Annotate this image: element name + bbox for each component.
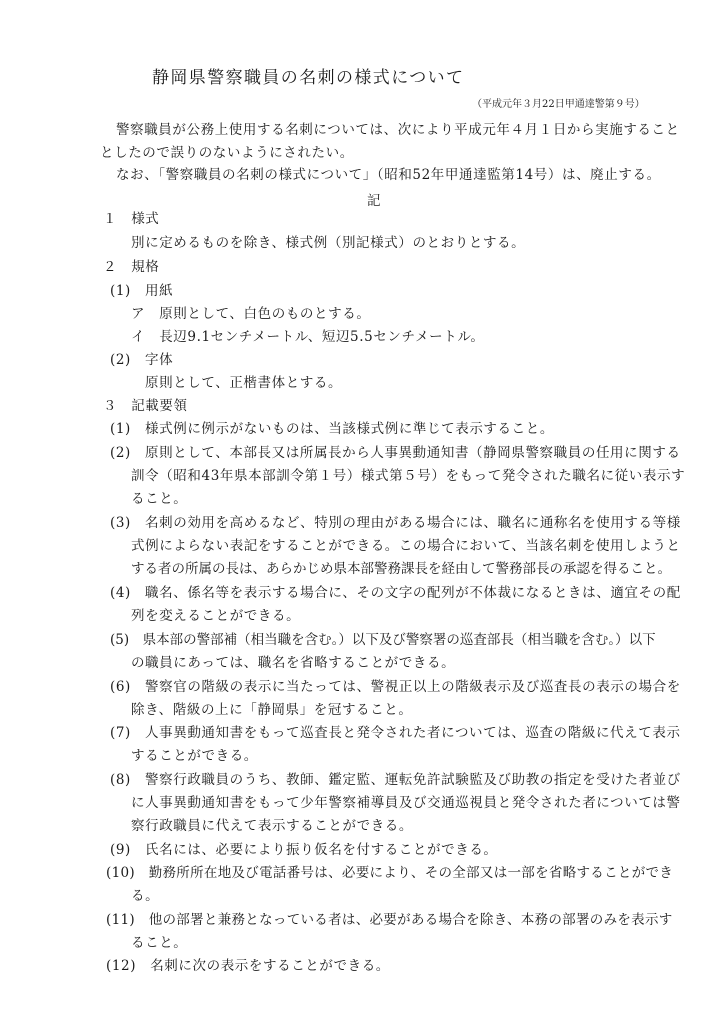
ki-heading: 記 bbox=[367, 193, 382, 209]
list-item-2-line-2: 訓令（昭和43年県本部訓令第１号）様式第５号）をもって発令された職名に従い表示す bbox=[131, 468, 686, 484]
list-item-5-line-1: (5) 県本部の警部補（相当職を含む。）以下及び警察署の巡査部長（相当職を含む。）以下 bbox=[110, 632, 656, 648]
list-item-2-line-1: (2) 原則として、本部長又は所属長から人事異動通知書（静岡県警察職員の任用に関する bbox=[110, 445, 681, 461]
intro-line-3: なお、「警察職員の名刺の様式について」（昭和52年甲通達監第14号）は、廃止する。 bbox=[116, 167, 661, 183]
list-item-8-line-3: 察行政職員に代えて表示することができる。 bbox=[131, 818, 413, 834]
section-1-heading: １ 様式 bbox=[103, 211, 160, 227]
reference-note: （平成元年３月22日甲通達警第９号） bbox=[472, 99, 645, 110]
list-item-3-line-3: する者の所属の長は、あらかじめ県本部警務課長を経由して警務部長の承認を得ること。 bbox=[131, 561, 671, 577]
list-item-7-line-2: することができる。 bbox=[131, 748, 258, 764]
list-item-4-line-1: (4) 職名、係名等を表示する場合に、その文字の配列が不体裁になるときは、適宜その配 bbox=[110, 585, 681, 601]
section-2-sub1-item-a: ア 原則として、白色のものとする。 bbox=[131, 306, 371, 322]
list-item-2-line-3: ること。 bbox=[131, 491, 188, 507]
section-2-sub1-heading: (1) 用紙 bbox=[110, 283, 174, 299]
list-item-12-line-1: (12) 名刺に次の表示をすることができる。 bbox=[106, 958, 390, 974]
section-3-heading: ３ 記載要領 bbox=[103, 398, 188, 414]
list-item-9-line-1: (9) 氏名には、必要により振り仮名を付することができる。 bbox=[110, 842, 498, 858]
intro-line-1: 警察職員が公務上使用する名刺については、次により平成元年４月１日から実施すること bbox=[116, 122, 680, 138]
list-item-10-line-1: (10) 勤務所所在地及び電話番号は、必要により、その全部又は一部を省略することができ bbox=[106, 865, 674, 881]
section-2-heading: ２ 規格 bbox=[103, 259, 160, 275]
list-item-4-line-2: 列を変えることができる。 bbox=[131, 608, 301, 624]
section-2-sub1-item-i: イ 長辺9.1センチメートル、短辺5.5センチメートル。 bbox=[131, 329, 485, 345]
intro-line-2: としたので誤りのないようにされたい。 bbox=[100, 145, 354, 161]
list-item-5-line-2: の職員にあっては、職名を省略することができる。 bbox=[131, 655, 456, 671]
list-item-3-line-1: (3) 名刺の効用を高めるなど、特別の理由がある場合には、職名に通称名を使用する等様 bbox=[110, 515, 681, 531]
list-item-6-line-2: 除き、階級の上に「静岡県」を冠すること。 bbox=[131, 702, 413, 718]
page-title: 静岡県警察職員の名刺の様式について bbox=[152, 68, 465, 88]
list-item-8-line-1: (8) 警察行政職員のうち、教師、鑑定監、運転免許試験監及び助教の指定を受けた者並び bbox=[110, 772, 681, 788]
list-item-11-line-2: ること。 bbox=[131, 935, 188, 951]
section-1-body: 別に定めるものを除き、様式例（別記様式）のとおりとする。 bbox=[131, 235, 526, 251]
list-item-8-line-2: に人事異動通知書をもって少年警察補導員及び交通巡視員と発令された者については警 bbox=[131, 795, 681, 811]
list-item-10-line-2: る。 bbox=[131, 888, 160, 904]
list-item-11-line-1: (11) 他の部署と兼務となっている者は、必要がある場合を除き、本務の部署のみを表示す bbox=[106, 912, 673, 928]
list-item-7-line-1: (7) 人事異動通知書をもって巡査長と発令された者については、巡査の階級に代えて表示 bbox=[110, 725, 681, 741]
section-2-sub2-heading: (2) 字体 bbox=[110, 352, 174, 368]
list-item-3-line-2: 式例によらない表記をすることができる。この場合において、当該名刺を使用しようと bbox=[131, 538, 681, 554]
list-item-6-line-1: (6) 警察官の階級の表示に当たっては、警視正以上の階級表示及び巡査長の表示の場合を bbox=[110, 679, 681, 695]
list-item-1-line-1: (1) 様式例に例示がないものは、当該様式例に準じて表示すること。 bbox=[110, 421, 554, 437]
section-2-sub2-body: 原則として、正楷書体とする。 bbox=[145, 375, 343, 391]
